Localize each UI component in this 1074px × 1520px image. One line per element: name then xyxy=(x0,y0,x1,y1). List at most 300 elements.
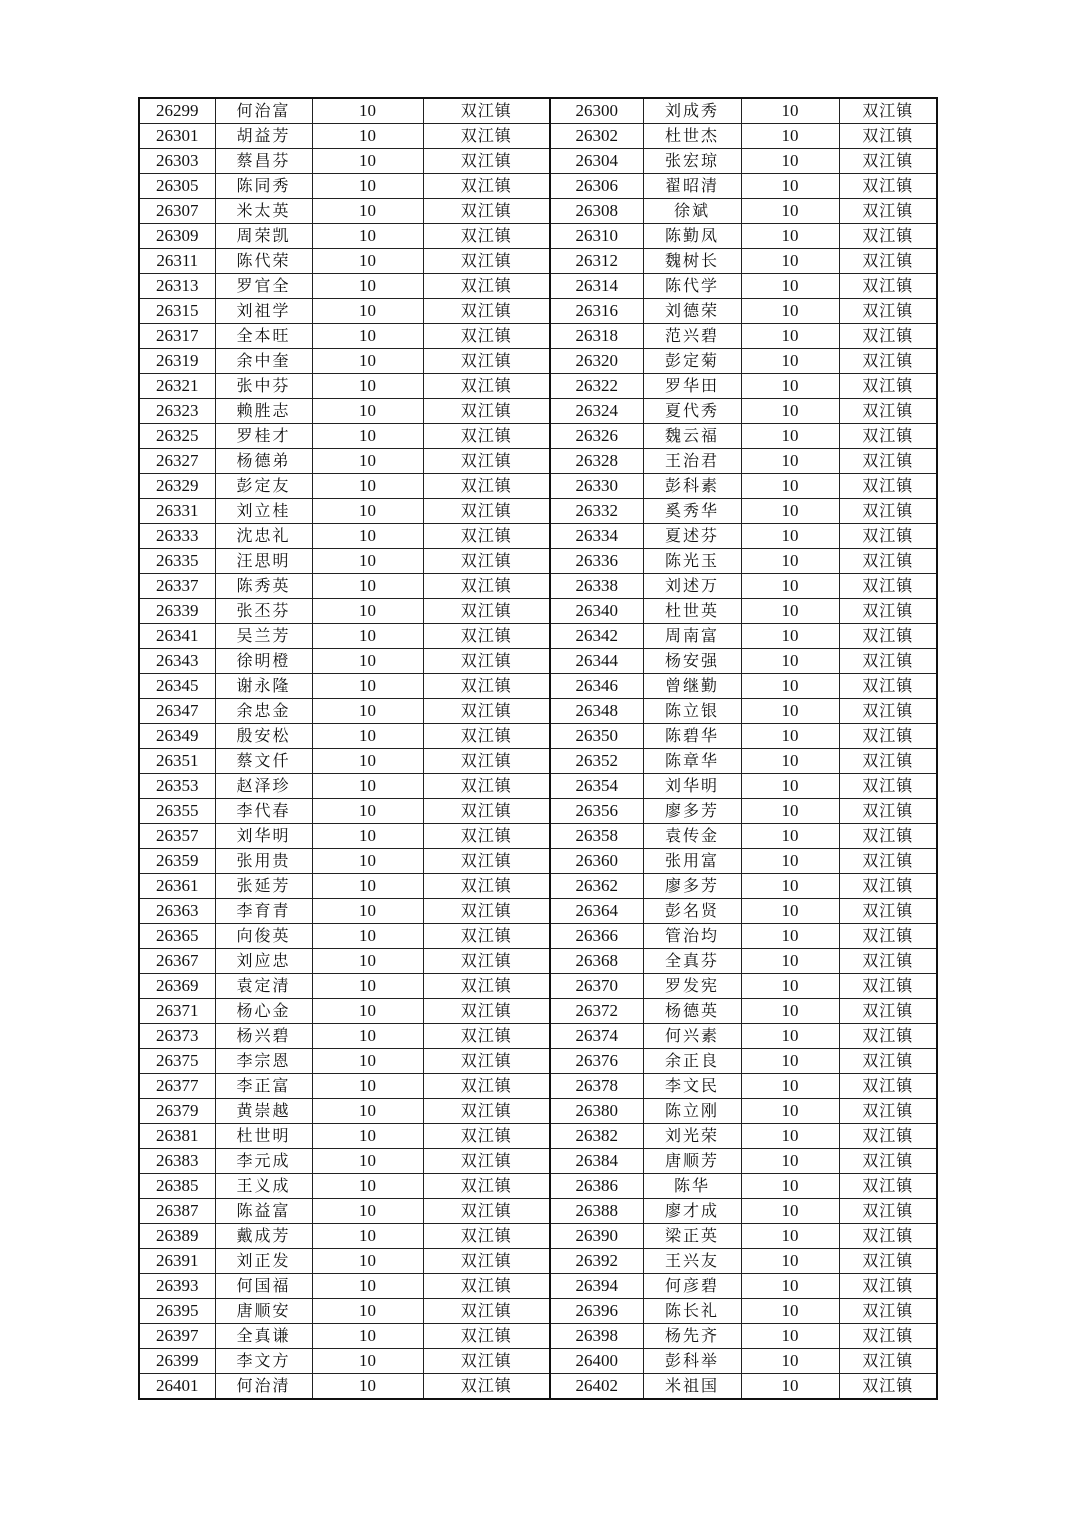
record-id-cell: 26395 xyxy=(139,1299,215,1324)
amount-value-cell: 10 xyxy=(741,349,839,374)
person-name-cell: 王治君 xyxy=(643,449,741,474)
person-name-cell: 管治均 xyxy=(643,924,741,949)
amount-value-cell: 10 xyxy=(312,1049,423,1074)
record-id-cell: 26365 xyxy=(139,924,215,949)
amount-value-cell: 10 xyxy=(312,774,423,799)
amount-value-cell: 10 xyxy=(312,1149,423,1174)
amount-value-cell: 10 xyxy=(741,1174,839,1199)
town-name-cell: 双江镇 xyxy=(839,974,937,999)
amount-value-cell: 10 xyxy=(741,98,839,124)
record-id-cell: 26309 xyxy=(139,224,215,249)
amount-value-cell: 10 xyxy=(741,524,839,549)
record-id-cell: 26393 xyxy=(139,1274,215,1299)
record-id-cell: 26383 xyxy=(139,1149,215,1174)
town-name-cell: 双江镇 xyxy=(423,1149,550,1174)
town-name-cell: 双江镇 xyxy=(839,199,937,224)
person-name-cell: 陈同秀 xyxy=(215,174,312,199)
person-name-cell: 陈立银 xyxy=(643,699,741,724)
record-id-cell: 26384 xyxy=(550,1149,643,1174)
record-id-cell: 26366 xyxy=(550,924,643,949)
amount-value-cell: 10 xyxy=(312,349,423,374)
person-name-cell: 何国福 xyxy=(215,1274,312,1299)
person-name-cell: 刘应忠 xyxy=(215,949,312,974)
person-name-cell: 刘述万 xyxy=(643,574,741,599)
town-name-cell: 双江镇 xyxy=(423,1174,550,1199)
record-id-cell: 26340 xyxy=(550,599,643,624)
amount-value-cell: 10 xyxy=(312,1249,423,1274)
amount-value-cell: 10 xyxy=(312,1349,423,1374)
town-name-cell: 双江镇 xyxy=(423,374,550,399)
table-row xyxy=(139,874,937,899)
record-id-cell: 26355 xyxy=(139,799,215,824)
amount-value-cell: 10 xyxy=(741,574,839,599)
person-name-cell: 陈长礼 xyxy=(643,1299,741,1324)
amount-value-cell: 10 xyxy=(312,249,423,274)
record-id-cell: 26378 xyxy=(550,1074,643,1099)
person-name-cell: 何治清 xyxy=(215,1374,312,1400)
amount-value-cell: 10 xyxy=(741,324,839,349)
amount-value-cell: 10 xyxy=(741,1149,839,1174)
town-name-cell: 双江镇 xyxy=(423,299,550,324)
person-name-cell: 范兴碧 xyxy=(643,324,741,349)
person-name-cell: 徐明橙 xyxy=(215,649,312,674)
person-name-cell: 周南富 xyxy=(643,624,741,649)
town-name-cell: 双江镇 xyxy=(839,1199,937,1224)
person-name-cell: 刘立桂 xyxy=(215,499,312,524)
amount-value-cell: 10 xyxy=(312,224,423,249)
amount-value-cell: 10 xyxy=(312,749,423,774)
person-name-cell: 米太英 xyxy=(215,199,312,224)
amount-value-cell: 10 xyxy=(312,1024,423,1049)
amount-value-cell: 10 xyxy=(312,1099,423,1124)
amount-value-cell: 10 xyxy=(312,999,423,1024)
person-name-cell: 余正良 xyxy=(643,1049,741,1074)
amount-value-cell: 10 xyxy=(312,424,423,449)
person-name-cell: 曾继勤 xyxy=(643,674,741,699)
record-id-cell: 26387 xyxy=(139,1199,215,1224)
record-id-cell: 26397 xyxy=(139,1324,215,1349)
person-name-cell: 刘成秀 xyxy=(643,98,741,124)
amount-value-cell: 10 xyxy=(312,299,423,324)
person-name-cell: 刘华明 xyxy=(643,774,741,799)
record-id-cell: 26308 xyxy=(550,199,643,224)
record-id-cell: 26381 xyxy=(139,1124,215,1149)
town-name-cell: 双江镇 xyxy=(423,724,550,749)
person-name-cell: 杨兴碧 xyxy=(215,1024,312,1049)
person-name-cell: 谢永隆 xyxy=(215,674,312,699)
amount-value-cell: 10 xyxy=(312,1199,423,1224)
amount-value-cell: 10 xyxy=(741,149,839,174)
amount-value-cell: 10 xyxy=(741,424,839,449)
table-row xyxy=(139,1049,937,1074)
person-name-cell: 胡益芳 xyxy=(215,124,312,149)
amount-value-cell: 10 xyxy=(741,749,839,774)
town-name-cell: 双江镇 xyxy=(839,474,937,499)
person-name-cell: 廖多芳 xyxy=(643,874,741,899)
amount-value-cell: 10 xyxy=(741,899,839,924)
person-name-cell: 余忠金 xyxy=(215,699,312,724)
amount-value-cell: 10 xyxy=(312,824,423,849)
amount-value-cell: 10 xyxy=(741,624,839,649)
town-name-cell: 双江镇 xyxy=(423,174,550,199)
town-name-cell: 双江镇 xyxy=(839,524,937,549)
town-name-cell: 双江镇 xyxy=(423,199,550,224)
person-name-cell: 李文民 xyxy=(643,1074,741,1099)
record-id-cell: 26314 xyxy=(550,274,643,299)
town-name-cell: 双江镇 xyxy=(423,98,550,124)
town-name-cell: 双江镇 xyxy=(839,1324,937,1349)
person-name-cell: 周荣凯 xyxy=(215,224,312,249)
town-name-cell: 双江镇 xyxy=(839,999,937,1024)
record-id-cell: 26373 xyxy=(139,1024,215,1049)
town-name-cell: 双江镇 xyxy=(423,574,550,599)
amount-value-cell: 10 xyxy=(741,224,839,249)
table-row xyxy=(139,124,937,149)
town-name-cell: 双江镇 xyxy=(423,1199,550,1224)
amount-value-cell: 10 xyxy=(741,1074,839,1099)
amount-value-cell: 10 xyxy=(741,449,839,474)
record-id-cell: 26305 xyxy=(139,174,215,199)
town-name-cell: 双江镇 xyxy=(423,1274,550,1299)
record-id-cell: 26330 xyxy=(550,474,643,499)
record-id-cell: 26311 xyxy=(139,249,215,274)
person-name-cell: 陈华 xyxy=(643,1174,741,1199)
town-name-cell: 双江镇 xyxy=(839,274,937,299)
person-name-cell: 杨德英 xyxy=(643,999,741,1024)
record-id-cell: 26320 xyxy=(550,349,643,374)
town-name-cell: 双江镇 xyxy=(423,1124,550,1149)
record-id-cell: 26317 xyxy=(139,324,215,349)
amount-value-cell: 10 xyxy=(312,474,423,499)
record-id-cell: 26342 xyxy=(550,624,643,649)
record-id-cell: 26336 xyxy=(550,549,643,574)
table-row xyxy=(139,149,937,174)
person-name-cell: 刘祖学 xyxy=(215,299,312,324)
record-id-cell: 26351 xyxy=(139,749,215,774)
amount-value-cell: 10 xyxy=(741,1099,839,1124)
person-name-cell: 彭科素 xyxy=(643,474,741,499)
person-name-cell: 戴成芳 xyxy=(215,1224,312,1249)
table-row xyxy=(139,849,937,874)
record-id-cell: 26402 xyxy=(550,1374,643,1400)
amount-value-cell: 10 xyxy=(741,649,839,674)
amount-value-cell: 10 xyxy=(312,799,423,824)
table-row xyxy=(139,1174,937,1199)
person-name-cell: 刘光荣 xyxy=(643,1124,741,1149)
record-id-cell: 26388 xyxy=(550,1199,643,1224)
amount-value-cell: 10 xyxy=(741,374,839,399)
town-name-cell: 双江镇 xyxy=(839,224,937,249)
town-name-cell: 双江镇 xyxy=(423,974,550,999)
amount-value-cell: 10 xyxy=(741,299,839,324)
town-name-cell: 双江镇 xyxy=(839,1024,937,1049)
table-row xyxy=(139,524,937,549)
town-name-cell: 双江镇 xyxy=(839,924,937,949)
record-id-cell: 26372 xyxy=(550,999,643,1024)
amount-value-cell: 10 xyxy=(312,324,423,349)
table-row xyxy=(139,449,937,474)
table-row xyxy=(139,324,937,349)
record-id-cell: 26325 xyxy=(139,424,215,449)
record-id-cell: 26361 xyxy=(139,874,215,899)
table-row xyxy=(139,574,937,599)
amount-value-cell: 10 xyxy=(741,274,839,299)
person-name-cell: 罗官全 xyxy=(215,274,312,299)
table-row xyxy=(139,349,937,374)
table-row xyxy=(139,1374,937,1400)
person-name-cell: 杨心金 xyxy=(215,999,312,1024)
record-id-cell: 26333 xyxy=(139,524,215,549)
record-id-cell: 26390 xyxy=(550,1224,643,1249)
person-name-cell: 杜世英 xyxy=(643,599,741,624)
town-name-cell: 双江镇 xyxy=(839,324,937,349)
amount-value-cell: 10 xyxy=(312,1324,423,1349)
table-row xyxy=(139,899,937,924)
amount-value-cell: 10 xyxy=(741,1274,839,1299)
amount-value-cell: 10 xyxy=(312,549,423,574)
town-name-cell: 双江镇 xyxy=(839,624,937,649)
amount-value-cell: 10 xyxy=(741,1049,839,1074)
town-name-cell: 双江镇 xyxy=(839,849,937,874)
table-row xyxy=(139,549,937,574)
amount-value-cell: 10 xyxy=(741,399,839,424)
record-id-cell: 26318 xyxy=(550,324,643,349)
person-name-cell: 汪思明 xyxy=(215,549,312,574)
record-id-cell: 26326 xyxy=(550,424,643,449)
person-name-cell: 全真芬 xyxy=(643,949,741,974)
record-id-cell: 26354 xyxy=(550,774,643,799)
person-name-cell: 全真谦 xyxy=(215,1324,312,1349)
record-id-cell: 26307 xyxy=(139,199,215,224)
record-id-cell: 26339 xyxy=(139,599,215,624)
town-name-cell: 双江镇 xyxy=(423,449,550,474)
record-id-cell: 26346 xyxy=(550,674,643,699)
table-row xyxy=(139,724,937,749)
table-row xyxy=(139,399,937,424)
record-id-cell: 26396 xyxy=(550,1299,643,1324)
amount-value-cell: 10 xyxy=(741,774,839,799)
town-name-cell: 双江镇 xyxy=(423,1349,550,1374)
town-name-cell: 双江镇 xyxy=(839,1274,937,1299)
table-row xyxy=(139,499,937,524)
town-name-cell: 双江镇 xyxy=(839,1099,937,1124)
table-row xyxy=(139,824,937,849)
amount-value-cell: 10 xyxy=(741,199,839,224)
town-name-cell: 双江镇 xyxy=(839,774,937,799)
amount-value-cell: 10 xyxy=(741,1299,839,1324)
amount-value-cell: 10 xyxy=(741,599,839,624)
amount-value-cell: 10 xyxy=(312,1224,423,1249)
record-id-cell: 26324 xyxy=(550,399,643,424)
record-id-cell: 26344 xyxy=(550,649,643,674)
record-id-cell: 26349 xyxy=(139,724,215,749)
person-name-cell: 奚秀华 xyxy=(643,499,741,524)
town-name-cell: 双江镇 xyxy=(839,874,937,899)
town-name-cell: 双江镇 xyxy=(839,299,937,324)
town-name-cell: 双江镇 xyxy=(423,499,550,524)
person-name-cell: 刘正发 xyxy=(215,1249,312,1274)
person-name-cell: 陈碧华 xyxy=(643,724,741,749)
amount-value-cell: 10 xyxy=(741,1024,839,1049)
amount-value-cell: 10 xyxy=(741,724,839,749)
amount-value-cell: 10 xyxy=(312,574,423,599)
person-name-cell: 翟昭清 xyxy=(643,174,741,199)
town-name-cell: 双江镇 xyxy=(423,524,550,549)
table-row xyxy=(139,1124,937,1149)
table-row xyxy=(139,1199,937,1224)
person-name-cell: 魏云福 xyxy=(643,424,741,449)
record-id-cell: 26356 xyxy=(550,799,643,824)
person-name-cell: 徐斌 xyxy=(643,199,741,224)
table-row xyxy=(139,249,937,274)
table-row xyxy=(139,999,937,1024)
town-name-cell: 双江镇 xyxy=(839,549,937,574)
record-id-cell: 26347 xyxy=(139,699,215,724)
person-name-cell: 李育青 xyxy=(215,899,312,924)
town-name-cell: 双江镇 xyxy=(423,549,550,574)
record-id-cell: 26306 xyxy=(550,174,643,199)
amount-value-cell: 10 xyxy=(741,499,839,524)
table-row xyxy=(139,199,937,224)
amount-value-cell: 10 xyxy=(741,1324,839,1349)
person-name-cell: 杨安强 xyxy=(643,649,741,674)
person-name-cell: 余中奎 xyxy=(215,349,312,374)
person-name-cell: 罗桂才 xyxy=(215,424,312,449)
person-name-cell: 殷安松 xyxy=(215,724,312,749)
record-id-cell: 26389 xyxy=(139,1224,215,1249)
amount-value-cell: 10 xyxy=(312,699,423,724)
record-id-cell: 26338 xyxy=(550,574,643,599)
person-name-cell: 张丕芬 xyxy=(215,599,312,624)
person-name-cell: 蔡文仟 xyxy=(215,749,312,774)
town-name-cell: 双江镇 xyxy=(839,1074,937,1099)
record-id-cell: 26304 xyxy=(550,149,643,174)
person-name-cell: 唐顺芳 xyxy=(643,1149,741,1174)
table-row xyxy=(139,98,937,124)
table-row xyxy=(139,374,937,399)
person-name-cell: 张用贵 xyxy=(215,849,312,874)
person-name-cell: 唐顺安 xyxy=(215,1299,312,1324)
town-name-cell: 双江镇 xyxy=(839,1349,937,1374)
table-row xyxy=(139,1349,937,1374)
amount-value-cell: 10 xyxy=(312,1174,423,1199)
person-name-cell: 张中芬 xyxy=(215,374,312,399)
town-name-cell: 双江镇 xyxy=(839,399,937,424)
table-row xyxy=(139,274,937,299)
record-id-cell: 26315 xyxy=(139,299,215,324)
record-id-cell: 26382 xyxy=(550,1124,643,1149)
amount-value-cell: 10 xyxy=(312,174,423,199)
record-id-cell: 26363 xyxy=(139,899,215,924)
amount-value-cell: 10 xyxy=(741,699,839,724)
person-name-cell: 陈秀英 xyxy=(215,574,312,599)
town-name-cell: 双江镇 xyxy=(423,1299,550,1324)
person-name-cell: 廖多芳 xyxy=(643,799,741,824)
person-name-cell: 陈益富 xyxy=(215,1199,312,1224)
table-row xyxy=(139,1249,937,1274)
roster-body xyxy=(139,98,937,1399)
record-id-cell: 26370 xyxy=(550,974,643,999)
town-name-cell: 双江镇 xyxy=(839,1374,937,1400)
town-name-cell: 双江镇 xyxy=(423,924,550,949)
record-id-cell: 26316 xyxy=(550,299,643,324)
town-name-cell: 双江镇 xyxy=(839,449,937,474)
person-name-cell: 沈忠礼 xyxy=(215,524,312,549)
person-name-cell: 张延芳 xyxy=(215,874,312,899)
person-name-cell: 梁正英 xyxy=(643,1224,741,1249)
record-id-cell: 26322 xyxy=(550,374,643,399)
person-name-cell: 陈光玉 xyxy=(643,549,741,574)
person-name-cell: 全本旺 xyxy=(215,324,312,349)
amount-value-cell: 10 xyxy=(741,549,839,574)
record-id-cell: 26380 xyxy=(550,1099,643,1124)
table-row xyxy=(139,799,937,824)
amount-value-cell: 10 xyxy=(312,524,423,549)
person-name-cell: 杨先齐 xyxy=(643,1324,741,1349)
amount-value-cell: 10 xyxy=(312,1299,423,1324)
table-row xyxy=(139,924,937,949)
amount-value-cell: 10 xyxy=(312,1124,423,1149)
person-name-cell: 杜世杰 xyxy=(643,124,741,149)
amount-value-cell: 10 xyxy=(741,874,839,899)
record-id-cell: 26371 xyxy=(139,999,215,1024)
record-id-cell: 26398 xyxy=(550,1324,643,1349)
town-name-cell: 双江镇 xyxy=(423,399,550,424)
person-name-cell: 赖胜志 xyxy=(215,399,312,424)
record-id-cell: 26401 xyxy=(139,1374,215,1400)
person-name-cell: 吴兰芳 xyxy=(215,624,312,649)
record-id-cell: 26348 xyxy=(550,699,643,724)
person-name-cell: 袁定清 xyxy=(215,974,312,999)
town-name-cell: 双江镇 xyxy=(839,1299,937,1324)
person-name-cell: 李元成 xyxy=(215,1149,312,1174)
table-row xyxy=(139,1224,937,1249)
amount-value-cell: 10 xyxy=(741,1374,839,1400)
person-name-cell: 刘德荣 xyxy=(643,299,741,324)
town-name-cell: 双江镇 xyxy=(423,1099,550,1124)
town-name-cell: 双江镇 xyxy=(423,1249,550,1274)
table-row xyxy=(139,974,937,999)
record-id-cell: 26362 xyxy=(550,874,643,899)
record-id-cell: 26353 xyxy=(139,774,215,799)
town-name-cell: 双江镇 xyxy=(839,1174,937,1199)
record-id-cell: 26364 xyxy=(550,899,643,924)
person-name-cell: 陈勤凤 xyxy=(643,224,741,249)
amount-value-cell: 10 xyxy=(741,824,839,849)
town-name-cell: 双江镇 xyxy=(423,899,550,924)
record-id-cell: 26391 xyxy=(139,1249,215,1274)
record-id-cell: 26367 xyxy=(139,949,215,974)
town-name-cell: 双江镇 xyxy=(839,574,937,599)
town-name-cell: 双江镇 xyxy=(839,1249,937,1274)
person-name-cell: 李正富 xyxy=(215,1074,312,1099)
amount-value-cell: 10 xyxy=(741,1124,839,1149)
amount-value-cell: 10 xyxy=(312,974,423,999)
record-id-cell: 26343 xyxy=(139,649,215,674)
town-name-cell: 双江镇 xyxy=(839,124,937,149)
person-name-cell: 蔡昌芬 xyxy=(215,149,312,174)
amount-value-cell: 10 xyxy=(741,1224,839,1249)
town-name-cell: 双江镇 xyxy=(423,774,550,799)
amount-value-cell: 10 xyxy=(312,949,423,974)
record-id-cell: 26337 xyxy=(139,574,215,599)
table-row xyxy=(139,224,937,249)
record-id-cell: 26399 xyxy=(139,1349,215,1374)
town-name-cell: 双江镇 xyxy=(839,174,937,199)
town-name-cell: 双江镇 xyxy=(423,149,550,174)
record-id-cell: 26392 xyxy=(550,1249,643,1274)
person-name-cell: 张用富 xyxy=(643,849,741,874)
